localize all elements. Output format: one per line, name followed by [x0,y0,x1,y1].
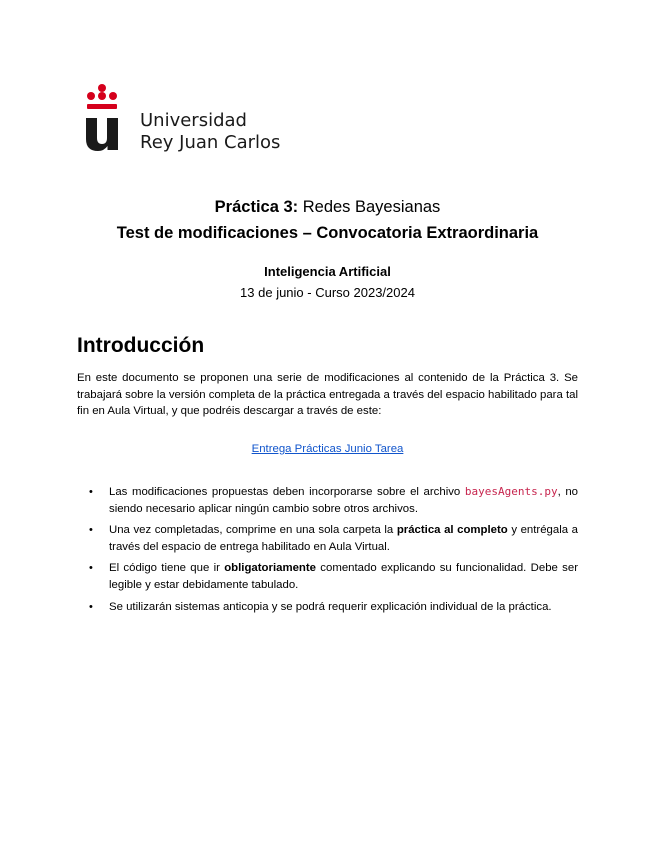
bullet-text: comentado explicando su funcionalidad. Debe ser legible y estar debidamente tabulado. [109,562,578,591]
bullet-text: El código tiene que ir [109,562,225,575]
list-item [77,599,578,616]
bullet-text: Se utilizarán sistemas anticopia y se podrá requerir explicación individual de la práctica. [109,600,552,613]
subject-name: Inteligencia Artificial [264,264,391,279]
bullet-icon: • [89,562,93,575]
list-item [77,484,578,517]
university-logo [82,82,302,157]
list-item [77,560,578,593]
section-heading: Introducción [77,334,205,357]
bullet-text: Las modificaciones propuestas deben incorporarse sobre el archivo [109,486,465,498]
bullet-icon: • [89,524,93,537]
bullet-icon: • [89,600,93,613]
university-name [140,110,280,154]
title-rest: Redes Bayesianas [298,198,441,216]
urjc-crown-u-icon [82,82,126,154]
bullet-bold-text: obligatoriamente [224,562,316,575]
document-title [0,198,655,217]
bullet-text: Una vez completadas, comprime en una sola carpeta la [109,524,397,537]
university-name-line1: Universidad [140,110,247,131]
bullet-text: y entrégala a través del espacio de entrega habilitado en Aula Virtual. [109,524,578,553]
bullet-icon: • [89,486,93,498]
link-container [0,443,655,455]
document-date: 13 de junio - Curso 2023/2024 [240,285,415,300]
title-bold-part: Práctica 3: [214,198,299,216]
list-item [77,522,578,555]
code-filename: bayesAgents.py [464,485,558,498]
bullet-bold-text: práctica al completo [396,524,508,537]
delivery-link[interactable]: Entrega Prácticas Junio Tarea [251,443,404,455]
intro-paragraph: En este documento se proponen una serie de modificaciones al contenido de la Práctica 3. Se trabajará sobre la versión completa de la práctica entregada a través del espacio habilitado para tal fin en Aula Virtual, y que podréis descargar a través de este: [77,372,578,418]
university-name-line2: Rey Juan Carlos [140,132,281,153]
instructions-list [77,484,578,620]
bullet-text: , no siendo necesario aplicar ningún cambio sobre otros archivos. [109,486,579,515]
document-subtitle: Test de modificaciones – Convocatoria Extraordinaria [116,224,539,242]
